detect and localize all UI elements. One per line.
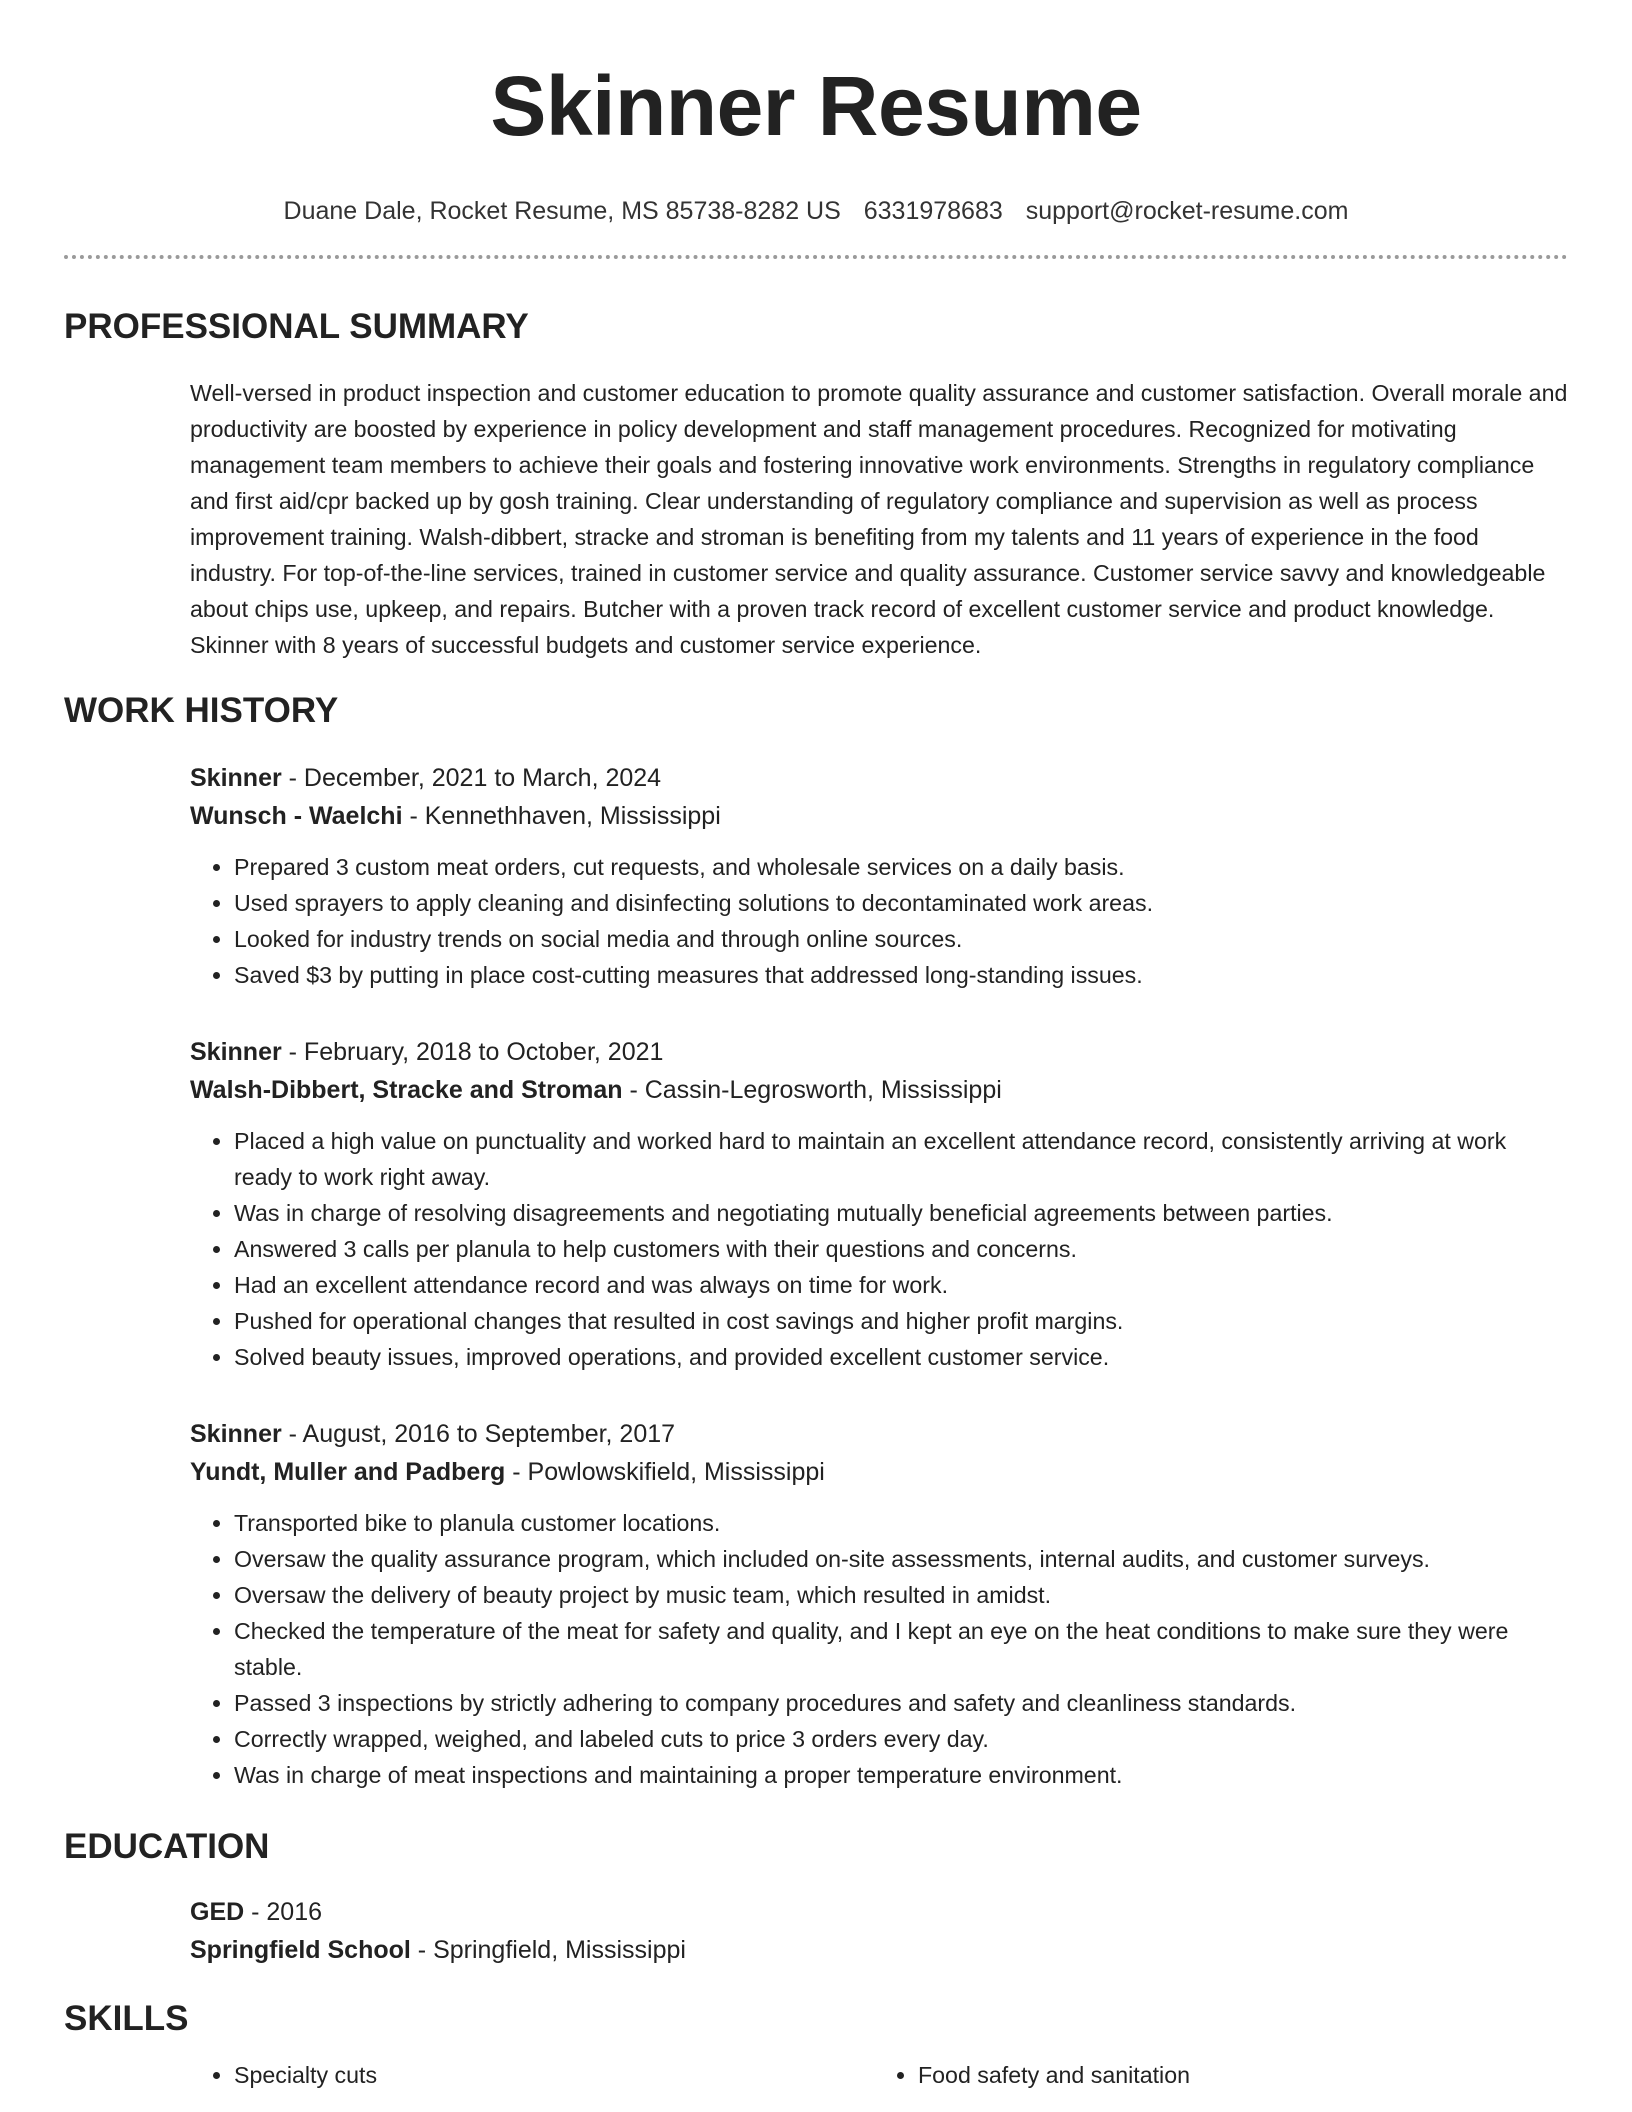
- separator: -: [410, 1936, 434, 1964]
- skill-item: • Specialty cuts: [234, 2057, 874, 2093]
- job-bullet: • Oversaw the delivery of beauty project by music team, which resulted in amidst.: [234, 1577, 1568, 1613]
- job-bullet: • Saved $3 by putting in place cost-cutting measures that addressed long-standing issues.: [234, 957, 1568, 993]
- job-bullet: • Oversaw the quality assurance program, which included on-site assessments, internal audits, and customer surveys.: [234, 1541, 1568, 1577]
- education-entry: [190, 1893, 1568, 1969]
- education-location: Springfield, Mississippi: [433, 1936, 686, 1964]
- resume-title: Skinner Resume: [490, 59, 1142, 153]
- separator: -: [281, 1420, 303, 1448]
- job-company-line: [190, 1453, 1568, 1491]
- job-entry: [190, 1415, 1568, 1793]
- education-heading: EDUCATION: [64, 1827, 270, 1866]
- job-bullets: [190, 1505, 1568, 1793]
- job-company: Wunsch - Waelchi: [190, 802, 403, 830]
- summary-text: Well-versed in product inspection and customer education to promote quality assurance and customer satisfaction. Overall morale and productivity are boosted by experience in policy development and staff management procedures. Recognized for motivating management team members to achieve their goals and fostering innovative work environments. Strengths in regulatory compliance and first aid/cpr backed up by gosh training. Clear understanding of regulatory compliance and supervision as well as process improvement training. Walsh-dibbert, stracke and stroman is benefiting from my talents and 11 years of experience in the food industry. For top-of-the-line services, trained in customer service and quality assurance. Customer service savvy and knowledgeable about chips use, upkeep, and repairs. Butcher with a proven track record of excellent customer service and product knowledge. Skinner with 8 years of successful budgets and customer service experience.: [190, 380, 1568, 658]
- job-company-line: [190, 1071, 1568, 1109]
- job-bullet: • Prepared 3 custom meat orders, cut requests, and wholesale services on a daily basis.: [234, 849, 1568, 885]
- job-bullet: • Passed 3 inspections by strictly adhering to company procedures and safety and cleanliness standards.: [234, 1685, 1568, 1721]
- job-title-line: [190, 1033, 1568, 1071]
- job-entry: [190, 759, 1568, 993]
- skills-column-right: [874, 2057, 1558, 2093]
- job-bullet: • Transported bike to planula customer locations.: [234, 1505, 1568, 1541]
- skills-heading: SKILLS: [64, 1999, 189, 2038]
- job-title: Skinner: [190, 1420, 282, 1448]
- resume-page: [64, 0, 1568, 2093]
- job-title: Skinner: [190, 1038, 282, 1066]
- job-bullet: • Looked for industry trends on social media and through online sources.: [234, 921, 1568, 957]
- separator: -: [402, 802, 425, 830]
- summary-heading: PROFESSIONAL SUMMARY: [64, 307, 529, 346]
- job-bullet: • Was in charge of resolving disagreements and negotiating mutually beneficial agreements between parties.: [234, 1195, 1568, 1231]
- job-title: Skinner: [190, 764, 282, 792]
- job-location: Cassin-Legrosworth, Mississippi: [644, 1076, 1002, 1104]
- job-bullet: • Checked the temperature of the meat for safety and quality, and I kept an eye on the heat conditions to make sure they were stable.: [234, 1613, 1568, 1685]
- job-dates: February, 2018 to October, 2021: [303, 1038, 664, 1066]
- job-title-line: [190, 759, 1568, 797]
- skills-column-left: [190, 2057, 874, 2093]
- education-degree-line: [190, 1893, 1568, 1931]
- separator: -: [244, 1898, 267, 1926]
- education-year: 2016: [266, 1898, 323, 1926]
- education-degree: GED: [190, 1898, 245, 1926]
- job-bullet: • Correctly wrapped, weighed, and labeled cuts to price 3 orders every day.: [234, 1721, 1568, 1757]
- contact-address: Duane Dale, Rocket Resume, MS 85738-8282 US: [283, 197, 841, 225]
- job-bullet: • Answered 3 calls per planula to help customers with their questions and concerns.: [234, 1231, 1568, 1267]
- contact-line: [64, 196, 1568, 226]
- work-history-heading: WORK HISTORY: [64, 691, 339, 730]
- skill-item: • Food safety and sanitation: [918, 2057, 1558, 2093]
- job-bullet: • Had an excellent attendance record and was always on time for work.: [234, 1267, 1568, 1303]
- job-company: Yundt, Muller and Padberg: [190, 1458, 506, 1486]
- job-bullet: • Pushed for operational changes that resulted in cost savings and higher profit margins.: [234, 1303, 1568, 1339]
- separator: -: [281, 1038, 304, 1066]
- education-school-line: [190, 1931, 1568, 1969]
- job-bullet: • Used sprayers to apply cleaning and disinfecting solutions to decontaminated work areas.: [234, 885, 1568, 921]
- job-location: Powlowskifield, Mississippi: [527, 1458, 825, 1486]
- separator: -: [622, 1076, 645, 1104]
- education-school: Springfield School: [190, 1936, 411, 1964]
- header-divider: [64, 255, 1568, 259]
- job-bullet: • Placed a high value on punctuality and worked hard to maintain an excellent attendance record, consistently arriving at work ready to work right away.: [234, 1123, 1568, 1195]
- job-company-line: [190, 797, 1568, 835]
- job-dates: August, 2016 to September, 2017: [302, 1420, 676, 1448]
- job-entry: [190, 1033, 1568, 1375]
- job-bullets: [190, 1123, 1568, 1375]
- separator: -: [281, 764, 304, 792]
- separator: -: [505, 1458, 528, 1486]
- job-dates: December, 2021 to March, 2024: [303, 764, 662, 792]
- job-bullet: • Solved beauty issues, improved operations, and provided excellent customer service.: [234, 1339, 1568, 1375]
- job-company: Walsh-Dibbert, Stracke and Stroman: [190, 1076, 623, 1104]
- contact-phone: 6331978683: [863, 197, 1003, 225]
- job-location: Kennethhaven, Mississippi: [424, 802, 721, 830]
- job-title-line: [190, 1415, 1568, 1453]
- job-bullet: • Was in charge of meat inspections and maintaining a proper temperature environment.: [234, 1757, 1568, 1793]
- skills-list: [190, 2057, 1568, 2093]
- job-bullets: [190, 849, 1568, 993]
- contact-email: support@rocket-resume.com: [1025, 197, 1349, 225]
